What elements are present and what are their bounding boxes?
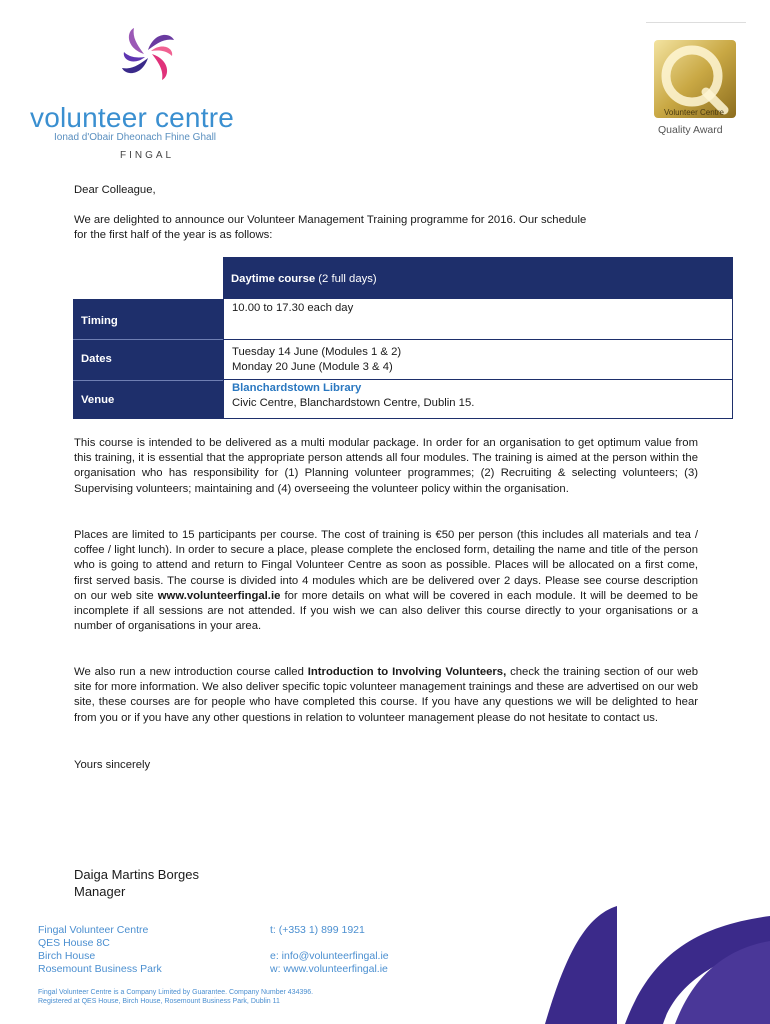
row-value-timing — [223, 299, 733, 340]
greeting: Dear Colleague, — [74, 184, 156, 196]
footer-phone: t: (+353 1) 899 1921 — [270, 924, 365, 936]
places-cost-paragraph: Places are limited to 15 participants per course. The cost of training is €50 per person (this includes all materials and tea / coffee / light lunch). In order to secure a place, please complete the enclosed form, detailing the name and title of the person who is going to attend and return to Fingal Volunteer Centre as soon as possible. Places will be allocated on a first come, first served basis. The course is divided into 4 modules which are be delivered over 2 days. Please see course description on our web site www.volunteerfingal.ie for more details on what will be covered in each module. It will be deemed to be incomplete if all sessions are not attended. If you wish we can also deliver this course directly to your organisations or a number of organisations in your area. — [74, 529, 698, 633]
website-link[interactable]: www.volunteerfingal.ie — [157, 589, 281, 602]
footer-email[interactable]: e: info@volunteerfingal.ie — [270, 950, 389, 962]
course-table — [73, 257, 733, 419]
row-label-dates: Dates — [73, 340, 223, 381]
dates-line-2: Monday 20 June (Module 3 & 4) — [232, 361, 393, 373]
row-label-venue: Venue — [73, 381, 223, 419]
course-description-paragraph: This course is intended to be delivered as a multi modular package. In order for an organisation to get optimum value from this training, it is essential that the appropriate person attends all four modules. The training is aimed at the person within the organisation who has responsibility for (1) Planning volunteer programmes; (2) Recruiting & selecting volunteers; (3) Supervising volunteers; maintaining and (4) overseeing the volunteer policy within the organisation. — [74, 437, 698, 495]
award-badge-text: Volunteer Centre — [663, 108, 725, 117]
footer-contact — [270, 924, 389, 976]
table-header — [223, 257, 733, 299]
org-irish-name: Ionad d'Obair Dheonach Fhine Ghall — [54, 132, 217, 143]
intro-line-2: for the first half of the year is as follows: — [74, 229, 273, 242]
volunteer-centre-logo — [30, 24, 280, 161]
decorative-swoosh-graphic — [525, 866, 770, 1024]
intro-course-name: Introduction to Involving Volunteers, — [307, 666, 507, 678]
signer-name: Daiga Martins Borges — [74, 867, 199, 882]
signature-block — [74, 866, 199, 900]
intro-course-paragraph: We also run a new introduction course called Introduction to Involving Volunteers, check the training section of our web site for more information. We also deliver specific topic volunteer management trainings and these are advertised on our web site, these courses are for people who have completed this course. If you have any questions we will be delighted to hear from you or if you have any other questions in relation to volunteer management please do not hesitate to contact us. — [74, 666, 698, 724]
quality-award — [646, 22, 746, 140]
dates-line-1: Tuesday 14 June (Modules 1 & 2) — [232, 346, 402, 358]
row-value-venue — [223, 380, 733, 419]
award-label: Quality Award — [658, 124, 723, 136]
venue-address: Civic Centre, Blanchardstown Centre, Dublin 15. — [232, 397, 475, 409]
timing-value: 10.00 to 17.30 each day — [232, 302, 354, 314]
org-name: volunteer centre — [30, 102, 234, 133]
org-region: FINGAL — [120, 150, 175, 161]
header-course-duration: (2 full days) — [315, 273, 377, 285]
row-label-timing: Timing — [73, 299, 223, 340]
row-value-dates — [223, 340, 733, 380]
header-course-name: Daytime course — [231, 273, 316, 285]
divider — [646, 22, 746, 23]
swirl-logo-icon — [118, 24, 178, 84]
closing: Yours sincerely — [74, 759, 151, 771]
intro-paragraph — [74, 213, 698, 243]
footer-address: Fingal Volunteer Centre QES House 8C Birch House Rosemount Business Park — [38, 924, 162, 975]
intro-line-1: We are delighted to announce our Volunteer Management Training programme for 2016. Our schedule — [74, 214, 587, 226]
footer-web[interactable]: w: www.volunteerfingal.ie — [270, 963, 388, 975]
signer-title: Manager — [74, 884, 126, 899]
footer-legal: Fingal Volunteer Centre is a Company Limited by Guarantee. Company Number 434396. Registered at QES House, Birch House, Rosemount Business Park, Dublin 11 — [38, 989, 314, 1005]
venue-name: Blanchardstown Library — [232, 382, 362, 394]
